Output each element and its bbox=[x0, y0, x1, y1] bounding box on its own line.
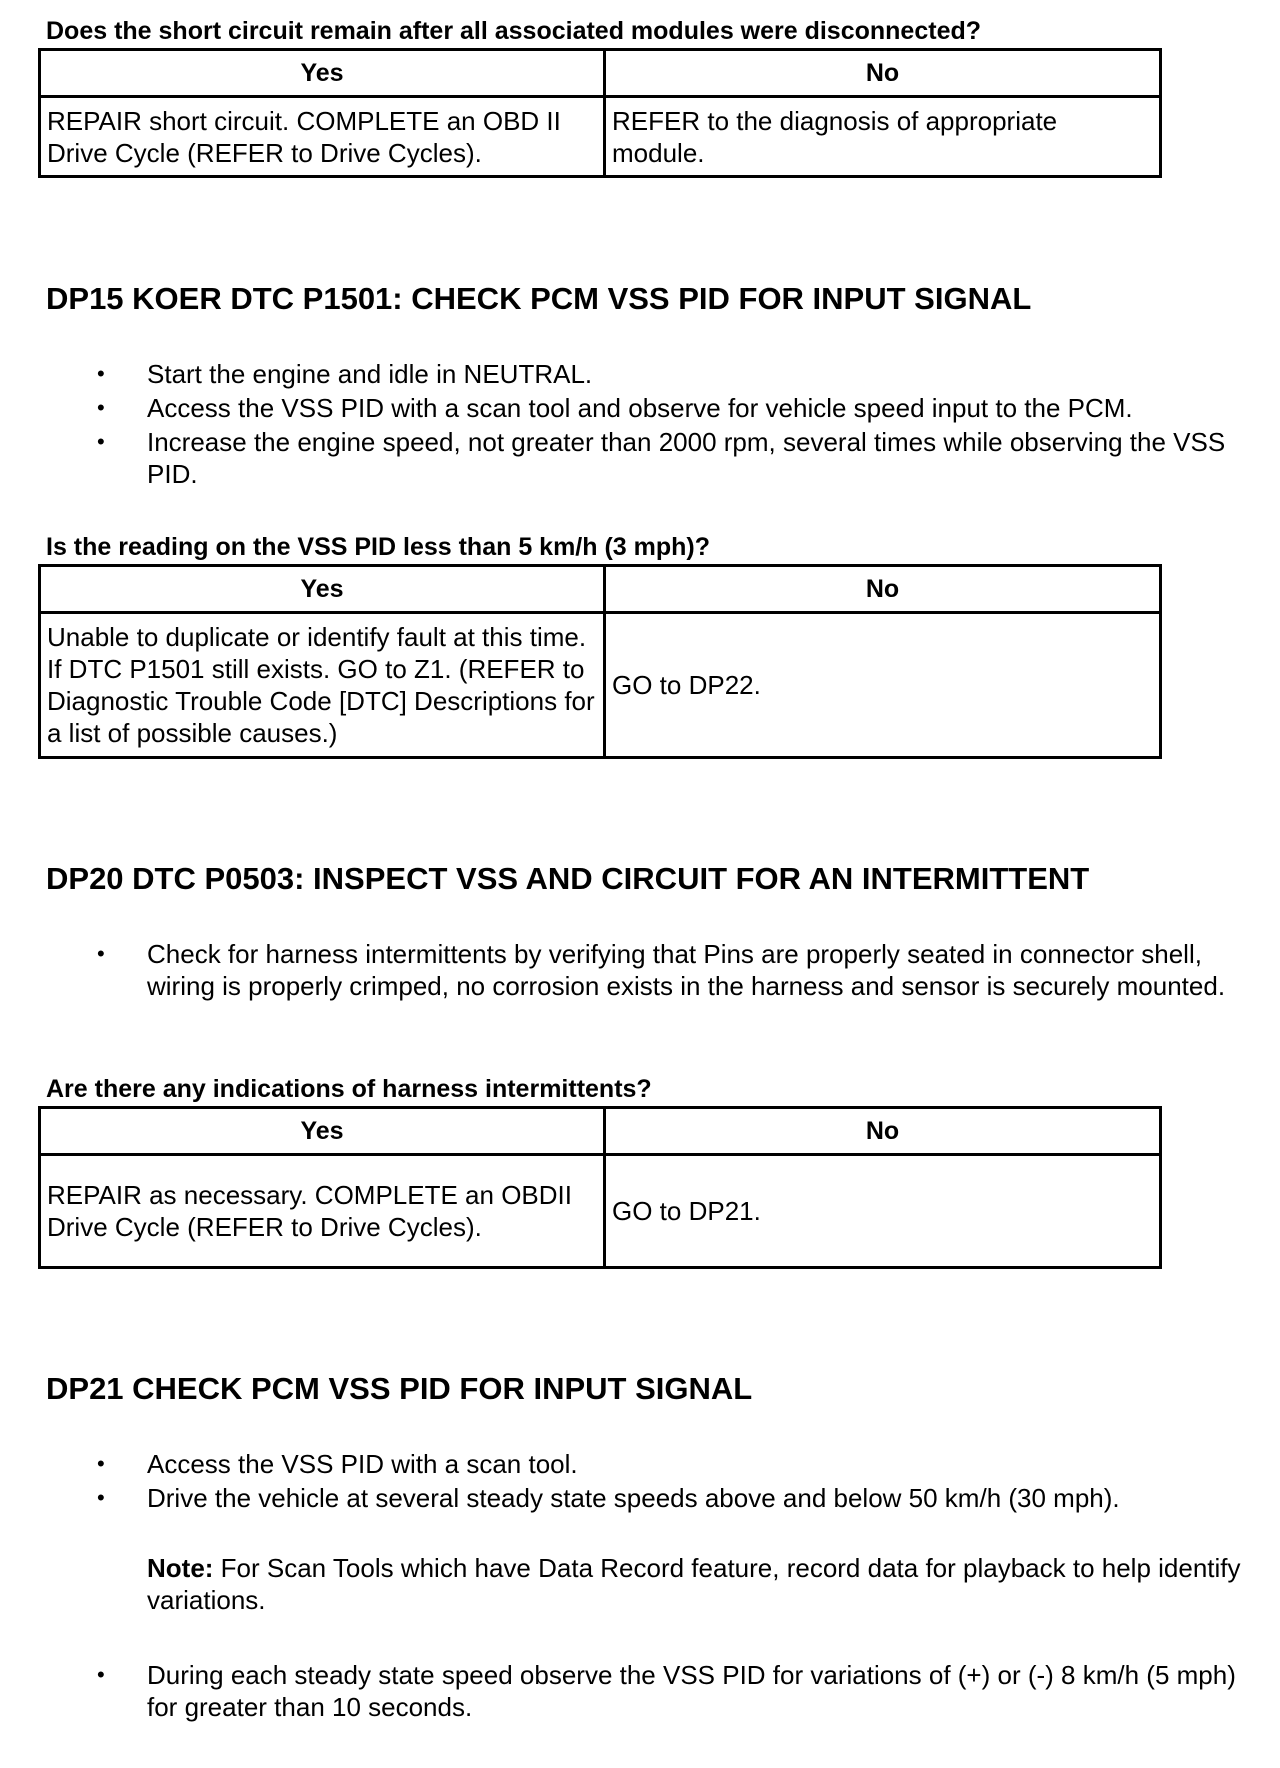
bullet-icon: • bbox=[97, 1485, 105, 1510]
bullet-icon: • bbox=[97, 361, 105, 386]
bullet-icon: • bbox=[97, 941, 105, 966]
yes-header: Yes bbox=[40, 566, 605, 613]
yes-header: Yes bbox=[40, 50, 605, 97]
heading-dp15: DP15 KOER DTC P1501: CHECK PCM VSS PID FOR INPUT SIGNAL bbox=[46, 281, 1032, 316]
question-vss-reading: Is the reading on the VSS PID less than 5 km/h (3 mph)? bbox=[46, 533, 711, 561]
list-item: • Start the engine and idle in NEUTRAL. bbox=[97, 359, 593, 389]
no-header: No bbox=[605, 50, 1161, 97]
dp15-bullet-list bbox=[0, 358, 1250, 492]
bullet-icon: • bbox=[97, 429, 105, 454]
no-cell: GO to DP21. bbox=[605, 1155, 1161, 1268]
bullet-icon: • bbox=[97, 395, 105, 420]
yes-cell: REPAIR as necessary. COMPLETE an OBDII Drive Cycle (REFER to Drive Cycles). bbox=[40, 1155, 605, 1268]
list-item: • Access the VSS PID with a scan tool and observe for vehicle speed input to the PCM. bbox=[97, 393, 1133, 423]
dp20-bullet-list bbox=[0, 938, 1250, 1004]
note-label: Note: bbox=[147, 1553, 214, 1583]
question-short-circuit: Does the short circuit remain after all associated modules were disconnected? bbox=[46, 17, 982, 45]
dp21-bullet-list bbox=[0, 1448, 1250, 1516]
bullet-icon: • bbox=[97, 1662, 105, 1687]
decision-table-harness bbox=[38, 1106, 1162, 1269]
list-item: • Increase the engine speed, not greater than 2000 rpm, several times while observing the VSS PID. bbox=[97, 427, 1226, 489]
no-header: No bbox=[605, 566, 1161, 613]
yes-cell: REPAIR short circuit. COMPLETE an OBD II Drive Cycle (REFER to Drive Cycles). bbox=[40, 97, 605, 177]
list-item: • During each steady state speed observe the VSS PID for variations of (+) or (-) 8 km/h (5 mph) for greater than 10 seconds. bbox=[97, 1660, 1236, 1722]
dp21-bullet-list-2 bbox=[0, 1659, 1250, 1725]
note-text: For Scan Tools which have Data Record feature, record data for playback to help identify variations. bbox=[147, 1553, 1241, 1615]
decision-table-short-circuit bbox=[38, 48, 1162, 178]
bullet-icon: • bbox=[97, 1451, 105, 1476]
question-harness-intermittents: Are there any indications of harness intermittents? bbox=[46, 1075, 652, 1103]
list-item: • Check for harness intermittents by verifying that Pins are properly seated in connector shell, wiring is properly crimped, no corrosion exists in the harness and sensor is securely mounted. bbox=[97, 939, 1226, 1001]
decision-table-vss-reading bbox=[38, 564, 1162, 759]
no-cell: GO to DP22. bbox=[605, 613, 1161, 758]
heading-dp20: DP20 DTC P0503: INSPECT VSS AND CIRCUIT FOR AN INTERMITTENT bbox=[46, 861, 1090, 896]
list-item: • Access the VSS PID with a scan tool. bbox=[97, 1449, 578, 1479]
no-cell: REFER to the diagnosis of appropriate module. bbox=[605, 97, 1161, 177]
yes-header: Yes bbox=[40, 1108, 605, 1155]
no-header: No bbox=[605, 1108, 1161, 1155]
yes-cell: Unable to duplicate or identify fault at this time. If DTC P1501 still exists. GO to Z1. (REFER to Diagnostic Trouble Code [DTC] Descriptions for a list of possible causes.) bbox=[40, 613, 605, 758]
heading-dp21: DP21 CHECK PCM VSS PID FOR INPUT SIGNAL bbox=[46, 1371, 753, 1406]
note-scan-tools bbox=[147, 1552, 1247, 1616]
list-item: • Drive the vehicle at several steady state speeds above and below 50 km/h (30 mph). bbox=[97, 1483, 1120, 1513]
